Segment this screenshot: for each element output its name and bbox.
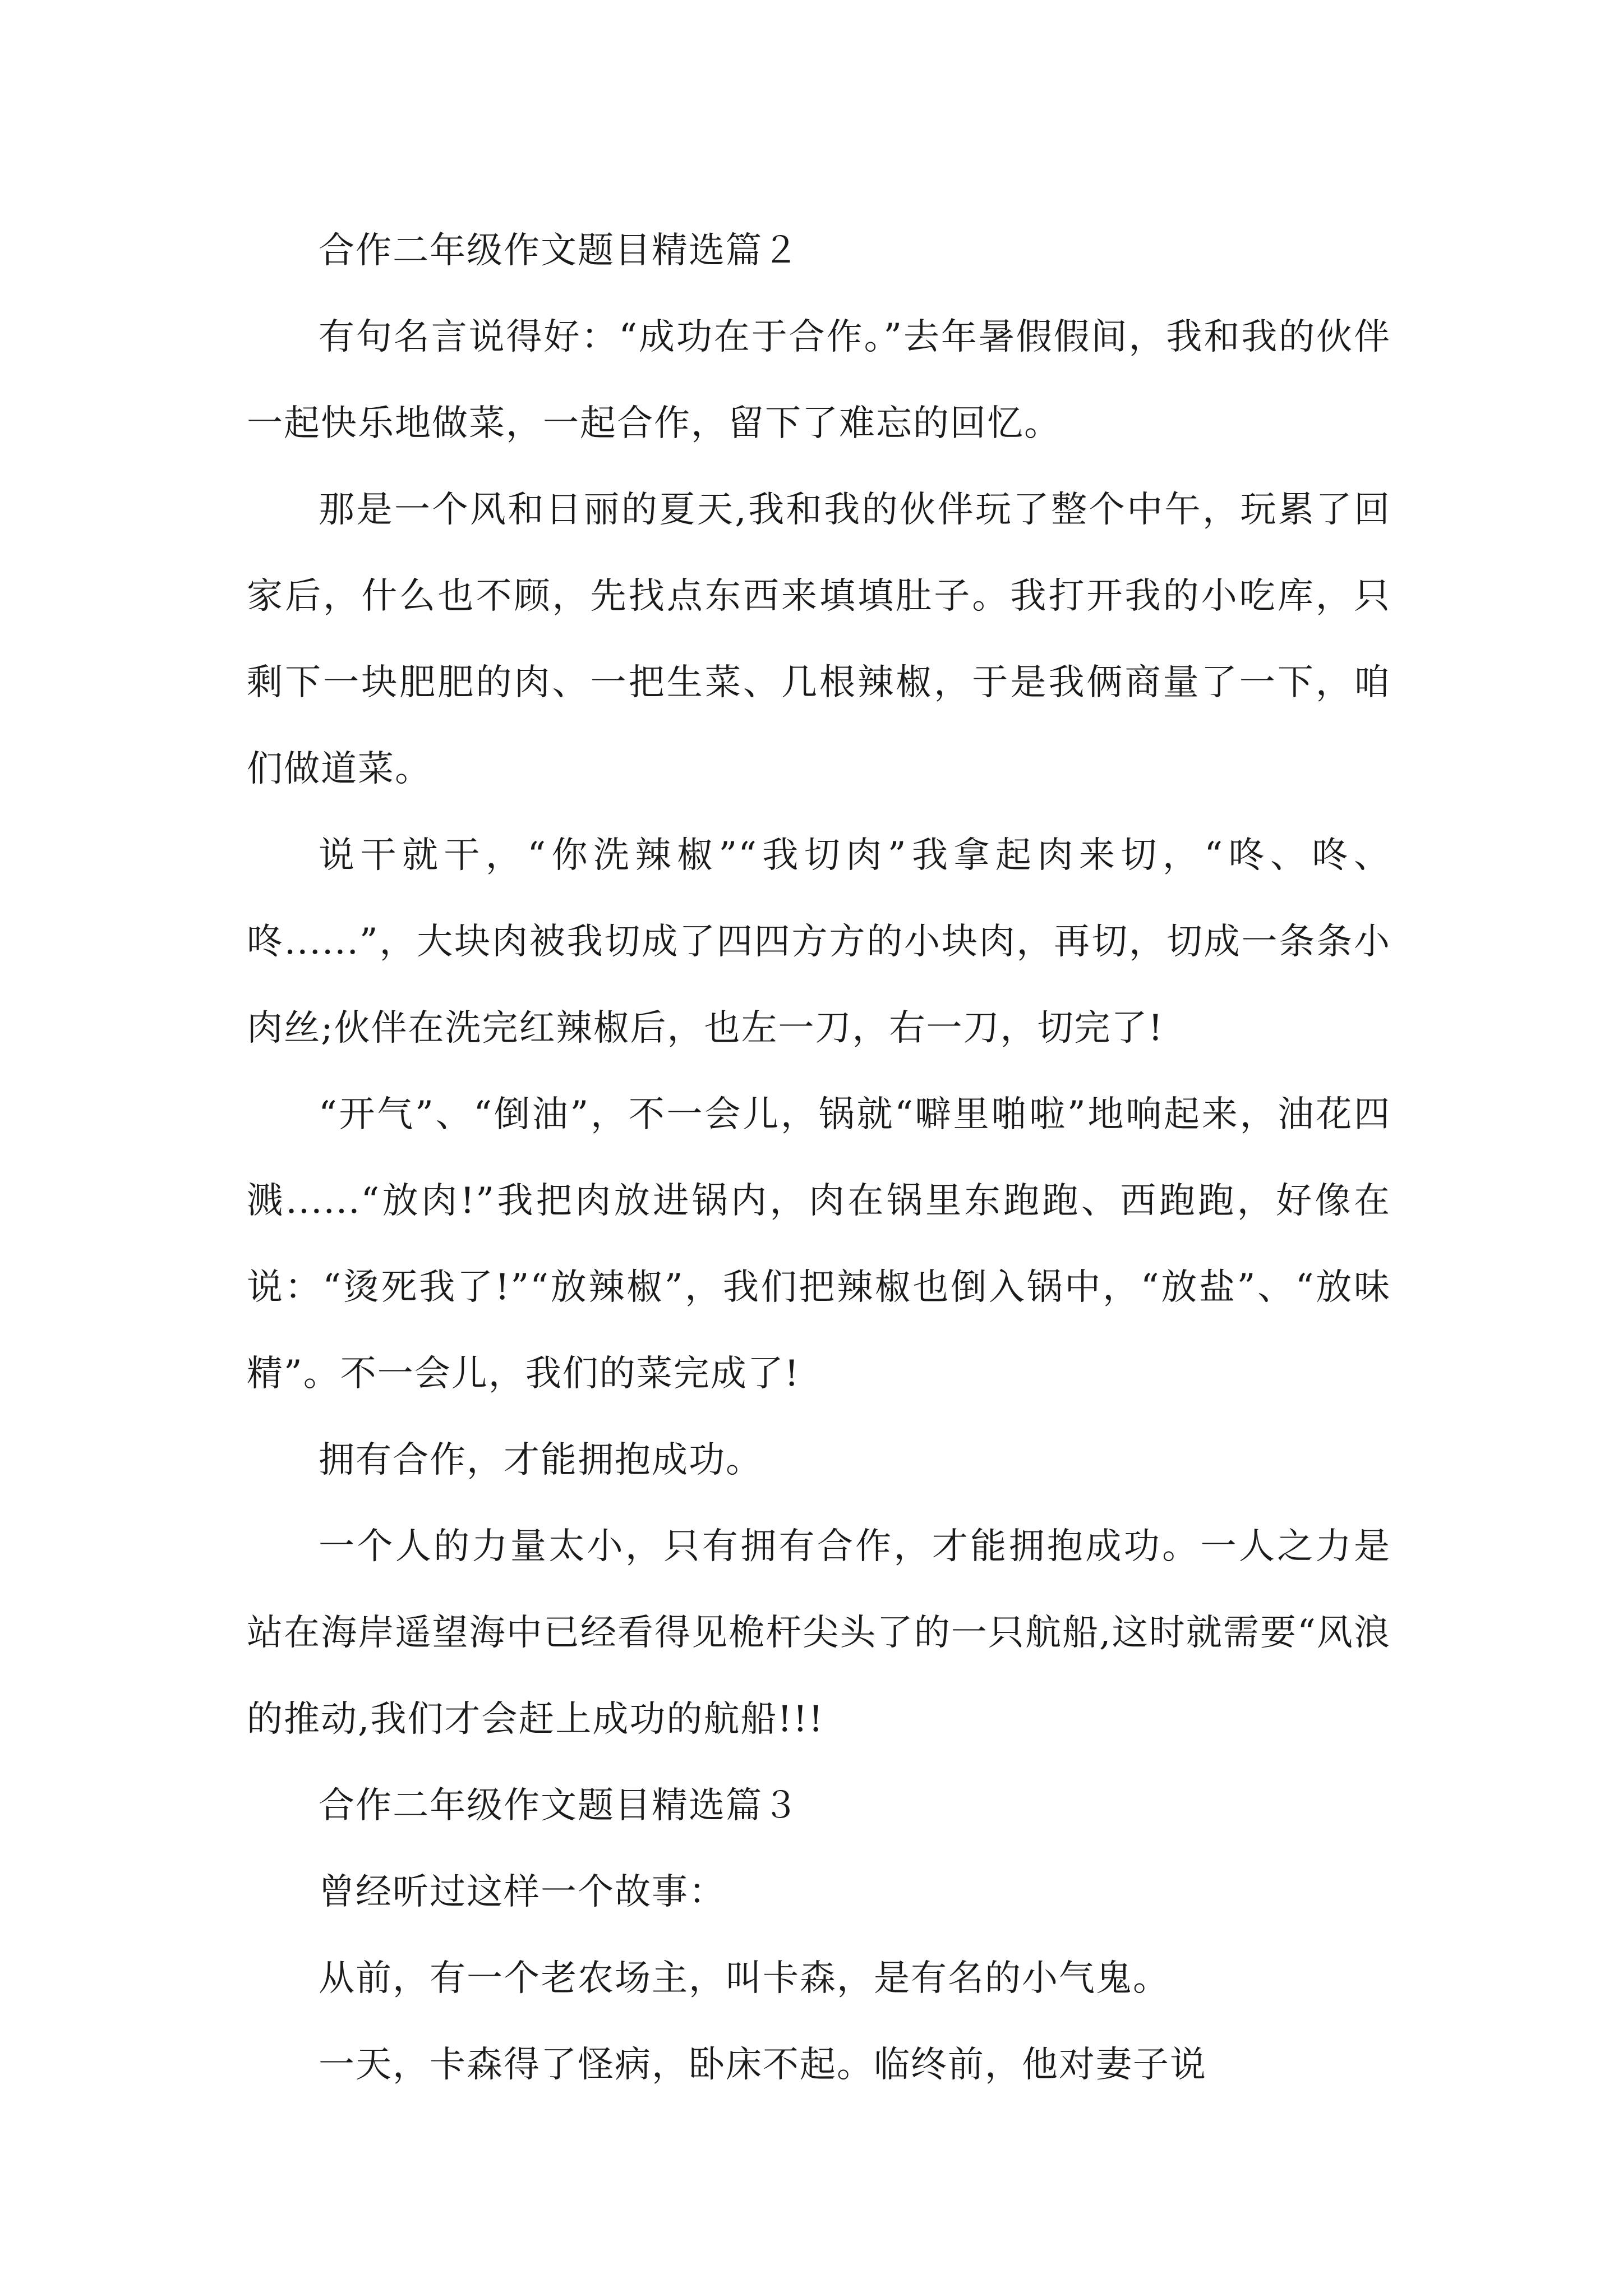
paragraph: 从前，有一个老农场主，叫卡森，是有名的小气鬼。 xyxy=(319,1958,1170,1999)
section-heading-3: 合作二年级作文题目精选篇３ xyxy=(319,1785,800,1826)
paragraph: 一天，卡森得了怪病，卧床不起。临终前，他对妻子说 xyxy=(319,2044,1207,2086)
section-heading-2: 合作二年级作文题目精选篇２ xyxy=(319,230,800,272)
paragraph: 拥有合作，才能拥抱成功。 xyxy=(319,1439,763,1481)
document-body xyxy=(247,208,1391,2108)
paragraph: 说干就干，“你洗辣椒”“我切肉”我拿起肉来切，“咚、咚、咚......”，大块肉被我切成了四四方方的小块肉，再切，切成一条条小肉丝;伙伴在洗完红辣椒后，也左一刀，右一刀，切完了! xyxy=(247,835,1391,1049)
paragraph: 有句名言说得好：“成功在于合作。”去年暑假假间，我和我的伙伴一起快乐地做菜，一起合作，留下了难忘的回忆。 xyxy=(247,316,1391,444)
paragraph: 曾经听过这样一个故事： xyxy=(319,1871,726,1913)
paragraph: 一个人的力量太小，只有拥有合作，才能拥抱成功。一人之力是站在海岸遥望海中已经看得见桅杆尖头了的一只航船,这时就需要“风浪的推动,我们才会赶上成功的航船!!! xyxy=(247,1526,1391,1740)
paragraph: “开气”、“倒油”，不一会儿，锅就“噼里啪啦”地响起来，油花四溅......“放肉!”我把肉放进锅内，肉在锅里东跑跑、西跑跑，好像在说：“烫死我了!”“放辣椒”，我们把辣椒也倒入锅中，“放盐”、“放味精”。不一会儿，我们的菜完成了! xyxy=(247,1094,1391,1395)
paragraph: 那是一个风和日丽的夏天,我和我的伙伴玩了整个中午，玩累了回家后，什么也不顾，先找点东西来填填肚子。我打开我的小吃库，只剩下一块肥肥的肉、一把生菜、几根辣椒，于是我俩商量了一下，咱们做道菜。 xyxy=(247,489,1391,790)
